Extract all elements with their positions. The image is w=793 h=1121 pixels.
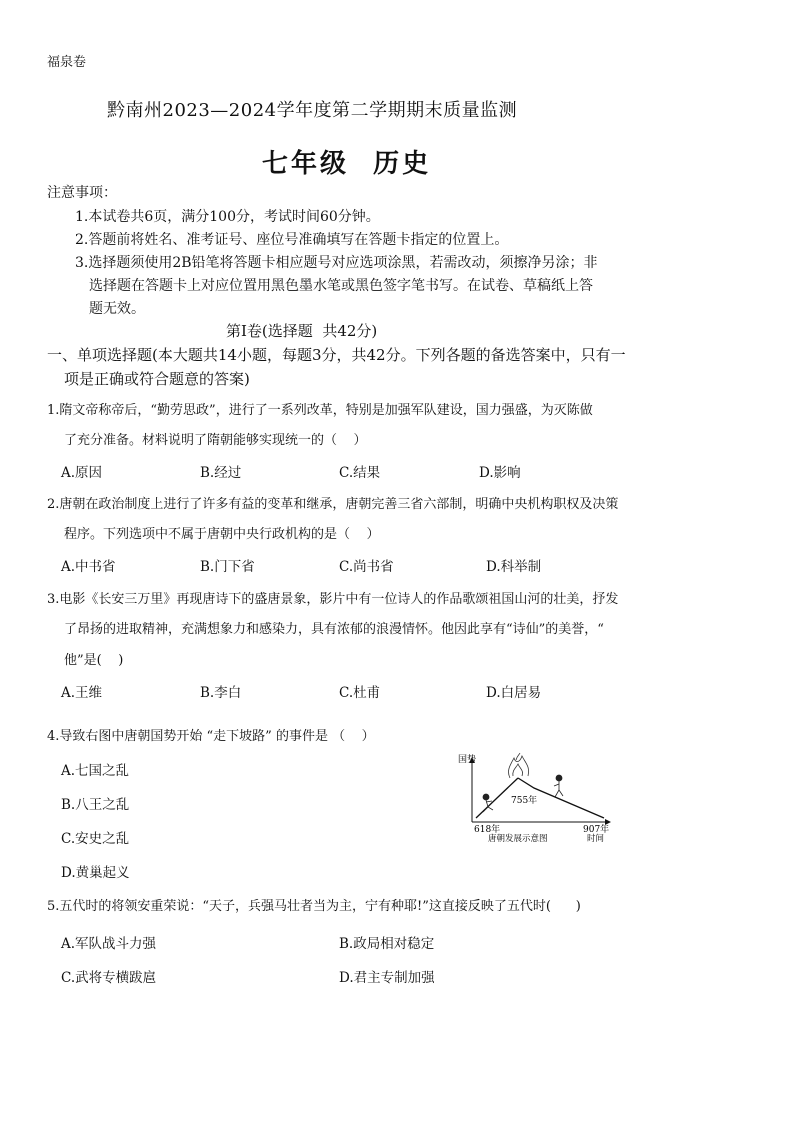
question-3-stem: 了昂扬的进取精神，充满想象力和感染力，具有浓郁的浪漫情怀。他因此享有“诗仙”的美誉，“ — [64, 622, 604, 637]
question-5-stem: 5.五代时的将领安重荣说：“天子，兵强马壮者当为主，宁有种耶!”这直接反映了五代时( ) — [47, 899, 581, 914]
question-3-option-d[interactable]: D.白居易 — [486, 685, 542, 701]
question-1-option-b[interactable]: B.经过 — [200, 465, 242, 481]
x-axis-label: 时间 — [587, 834, 605, 844]
notes-item: 选择题在答题卡上对应位置用黑色墨水笔或黑色签字笔书写。在试卷、草稿纸上答 — [89, 278, 593, 294]
question-4-option-b[interactable]: B.八王之乱 — [61, 797, 130, 813]
question-2-option-b[interactable]: B.门下省 — [200, 559, 255, 575]
question-4-option-d[interactable]: D.黄巢起义 — [61, 865, 130, 881]
question-2-stem: 程序。下列选项中不属于唐朝中央行政机构的是（ ） — [64, 527, 380, 542]
exam-title: 黔南州2023—2024学年度第二学期期末质量监测 — [107, 100, 518, 121]
notes-item: 题无效。 — [89, 301, 145, 317]
part-title: 第Ⅰ卷(选择题 共42分) — [226, 322, 378, 340]
question-3-option-b[interactable]: B.李白 — [200, 685, 242, 701]
question-4-option-c[interactable]: C.安史之乱 — [61, 831, 130, 847]
question-2-option-d[interactable]: D.科举制 — [486, 559, 542, 575]
exam-subtitle: 七年级 历史 — [262, 149, 432, 179]
question-1-option-c[interactable]: C.结果 — [339, 465, 381, 481]
question-3-stem: 他”是( ) — [64, 653, 124, 668]
question-1-stem: 1.隋文帝称帝后，“勤劳思政”，进行了一系列改革，特别是加强军队建设，国力强盛，为灭陈做 — [47, 403, 593, 418]
question-1-option-a[interactable]: A.原因 — [61, 465, 103, 481]
notes-item: 2.答题前将姓名、准考证号、座位号准确填写在答题卡指定的位置上。 — [75, 232, 509, 248]
flame-icon — [509, 753, 529, 778]
watermark-label: 福泉卷 — [47, 55, 87, 70]
tang-development-diagram — [456, 752, 616, 844]
question-4-option-a[interactable]: A.七国之乱 — [61, 763, 130, 779]
question-2-stem: 2.唐朝在政治制度上进行了许多有益的变革和继承，唐朝完善三省六部制，明确中央机构职权及决策 — [47, 497, 619, 512]
y-axis-label: 国势 — [458, 755, 477, 765]
notes-item: 1.本试卷共6页，满分100分，考试时间60分钟。 — [75, 209, 380, 225]
end-label: 907年 — [583, 825, 610, 835]
question-5-option-a[interactable]: A.军队战斗力强 — [61, 936, 157, 952]
start-label: 618年 — [474, 825, 501, 835]
question-1-option-d[interactable]: D.影响 — [479, 465, 521, 481]
figure-caption: 唐朝发展示意图 — [488, 834, 548, 844]
notes-heading: 注意事项： — [47, 185, 117, 201]
question-1-stem: 了充分准备。材料说明了隋朝能够实现统一的（ ） — [64, 433, 367, 448]
question-4-stem: 4.导致右图中唐朝国势开始 “走下坡路” 的事件是 （ ） — [47, 729, 375, 744]
question-2-option-c[interactable]: C.尚书省 — [339, 559, 394, 575]
question-5-option-b[interactable]: B.政局相对稳定 — [339, 936, 435, 952]
descending-figure-icon — [554, 775, 563, 797]
question-5-option-c[interactable]: C.武将专横跋扈 — [61, 970, 157, 986]
question-5-option-d[interactable]: D.君主专制加强 — [339, 970, 435, 986]
notes-item: 3.选择题须使用2B铅笔将答题卡相应题号对应选项涂黑，若需改动，须擦净另涂；非 — [75, 255, 598, 271]
question-3-option-c[interactable]: C.杜甫 — [339, 685, 381, 701]
peak-label: 755年 — [511, 796, 538, 806]
question-2-option-a[interactable]: A.中书省 — [61, 559, 116, 575]
question-3-option-a[interactable]: A.王维 — [61, 685, 103, 701]
section-heading-cont: 项是正确或符合题意的答案) — [64, 370, 250, 388]
section-heading: 一、单项选择题(本大题共14小题，每题3分，共42分。下列各题的备选答案中，只有一 — [47, 346, 626, 364]
question-3-stem: 3.电影《长安三万里》再现唐诗下的盛唐景象，影片中有一位诗人的作品歌颂祖国山河的壮美，抒发 — [47, 592, 619, 607]
